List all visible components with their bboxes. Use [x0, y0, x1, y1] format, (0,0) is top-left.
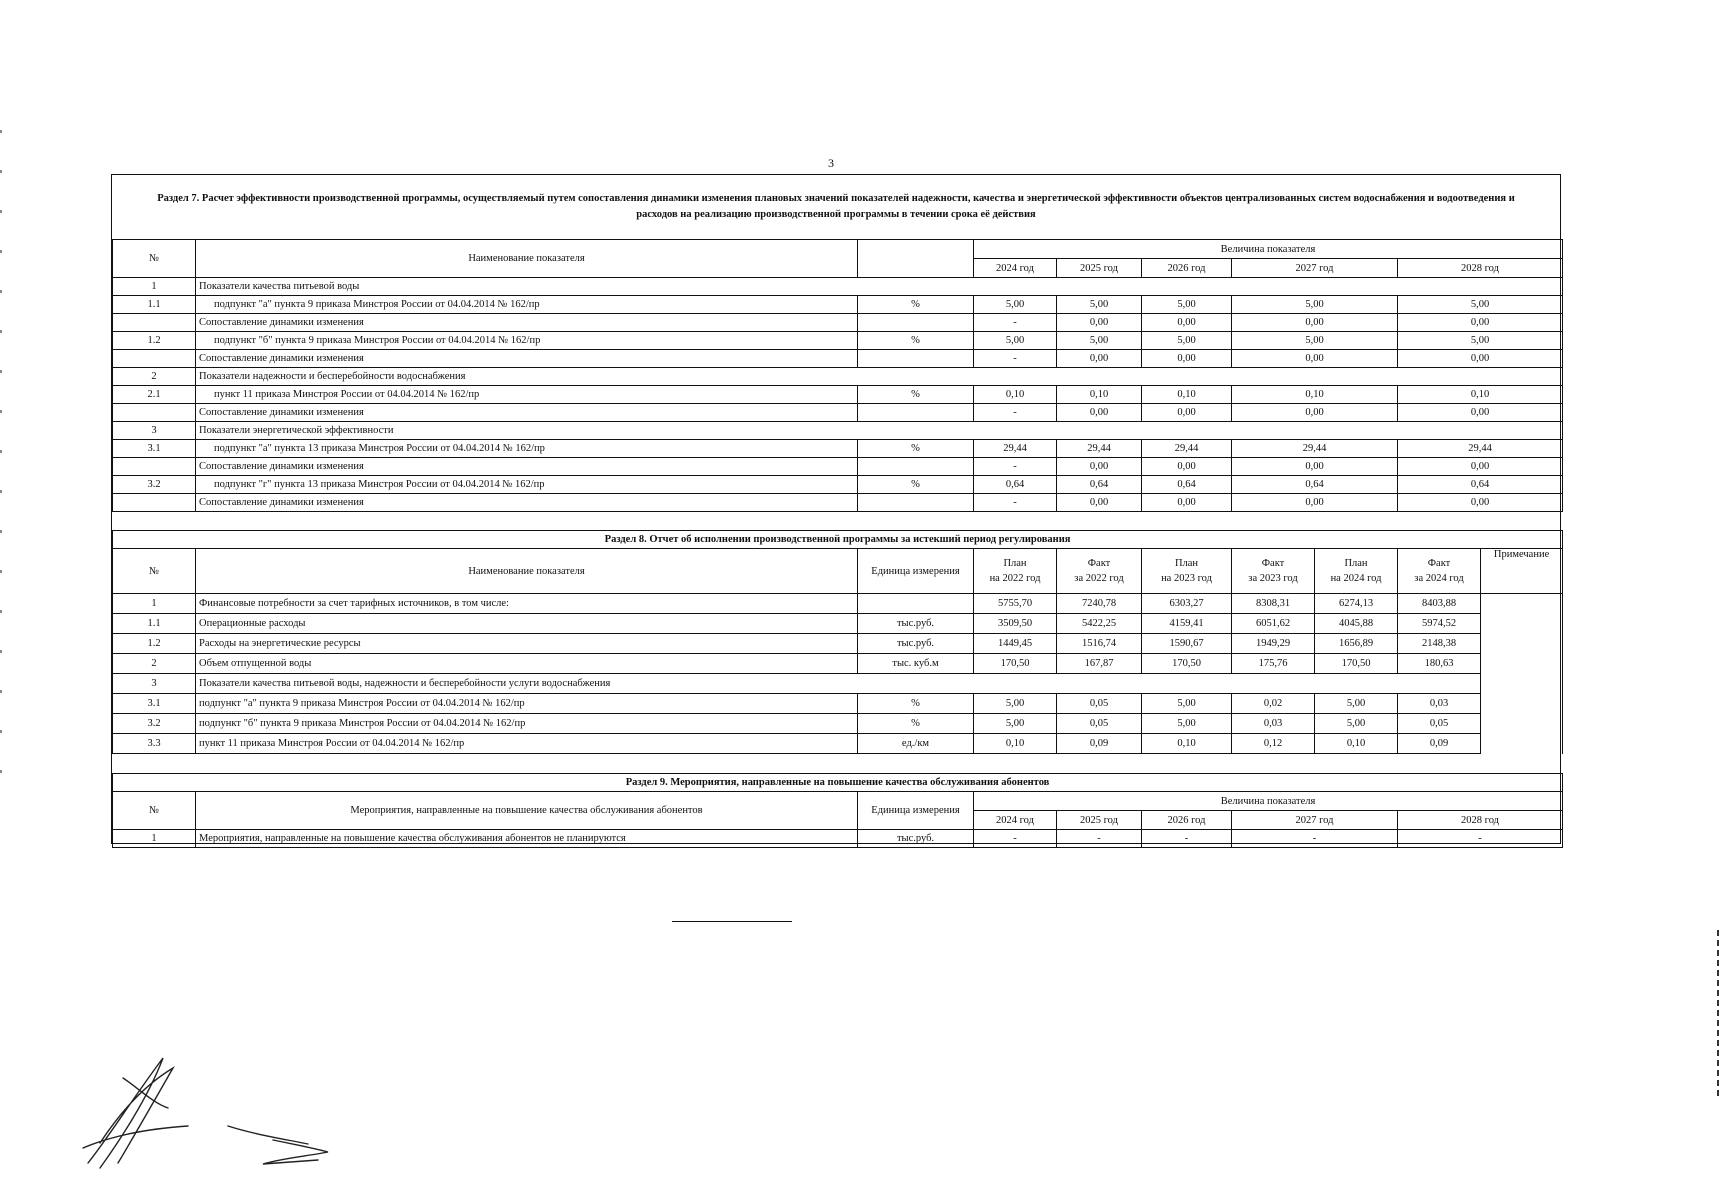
section9-table — [112, 773, 1563, 848]
s9-row — [113, 830, 1563, 848]
s8-row-no: 1.1 — [113, 614, 196, 634]
s8-row — [113, 694, 1563, 714]
s7-row — [113, 350, 1563, 368]
s8-row-value: 5422,25 — [1057, 614, 1142, 634]
s8-row-note — [1481, 674, 1563, 694]
s7-row-value: 0,10 — [1398, 386, 1563, 404]
s7-row-value: 5,00 — [1232, 296, 1398, 314]
closing-divider-line — [672, 921, 792, 922]
s7-row — [113, 404, 1563, 422]
s8-row-value: 2148,38 — [1398, 634, 1481, 654]
s8-row — [113, 674, 1563, 694]
s7-row-name: Сопоставление динамики изменения — [196, 350, 858, 368]
s7-row-no: 2 — [113, 368, 196, 386]
s8-col-unit: Единица измерения — [858, 549, 974, 594]
s8-row-no: 1.2 — [113, 634, 196, 654]
s7-row — [113, 296, 1563, 314]
s8-row-value: 5755,70 — [974, 594, 1057, 614]
s7-row-unit — [858, 350, 974, 368]
s7-row-no: 1 — [113, 278, 196, 296]
s9-col-name: Мероприятия, направленные на повышение качества обслуживания абонентов — [196, 792, 858, 830]
s7-row-no: 2.1 — [113, 386, 196, 404]
s7-col-unit — [858, 240, 974, 278]
s7-row-name: Показатели качества питьевой воды — [196, 278, 1563, 296]
s7-row-value: 5,00 — [1398, 332, 1563, 350]
s7-row-value: 29,44 — [1398, 440, 1563, 458]
s9-year: 2025 год — [1057, 811, 1142, 830]
s8-col-period: План на 2024 год — [1315, 549, 1398, 594]
s8-row — [113, 654, 1563, 674]
s8-row-unit: % — [858, 694, 974, 714]
s7-row-value: 0,00 — [1057, 404, 1142, 422]
s8-row-value: 6051,62 — [1232, 614, 1315, 634]
s7-row-value: 0,10 — [1142, 386, 1232, 404]
s7-row-value: 5,00 — [1398, 296, 1563, 314]
s7-row-name: подпункт "а" пункта 9 приказа Минстроя России от 04.04.2014 № 162/пр — [196, 296, 858, 314]
s9-row-value: - — [974, 830, 1057, 848]
s7-row-value: 0,00 — [1142, 314, 1232, 332]
s7-row — [113, 494, 1563, 512]
s8-row-unit: % — [858, 714, 974, 734]
s8-row-value: 170,50 — [974, 654, 1057, 674]
s9-col-value: Величина показателя — [974, 792, 1563, 811]
s7-row-name: Сопоставление динамики изменения — [196, 404, 858, 422]
s7-row-name: Сопоставление динамики изменения — [196, 314, 858, 332]
section9-title: Раздел 9. Мероприятия, направленные на повышение качества обслуживания абонентов — [113, 774, 1563, 792]
s8-row-value: 167,87 — [1057, 654, 1142, 674]
page-number: 3 — [828, 156, 834, 170]
s7-row-value: 0,00 — [1398, 494, 1563, 512]
s7-row-value: 0,00 — [1232, 350, 1398, 368]
s8-row-name: пункт 11 приказа Минстроя России от 04.04.2014 № 162/пр — [196, 734, 858, 754]
s9-row-value: - — [1398, 830, 1563, 848]
s8-row-unit: тыс.руб. — [858, 634, 974, 654]
s7-row-name: подпункт "а" пункта 13 приказа Минстроя России от 04.04.2014 № 162/пр — [196, 440, 858, 458]
s8-row-name: Расходы на энергетические ресурсы — [196, 634, 858, 654]
s8-row-value: 0,10 — [1142, 734, 1232, 754]
s8-row-value: 5,00 — [1142, 714, 1232, 734]
s8-row-value: 0,02 — [1232, 694, 1315, 714]
s7-row-unit — [858, 458, 974, 476]
s9-row-value: - — [1232, 830, 1398, 848]
s7-row-value: 0,00 — [1232, 404, 1398, 422]
s8-row-value: 5,00 — [1142, 694, 1232, 714]
s7-row-value: 5,00 — [1057, 296, 1142, 314]
s8-row-value: 180,63 — [1398, 654, 1481, 674]
s7-row-value: 0,00 — [1142, 494, 1232, 512]
s8-row-value: 1449,45 — [974, 634, 1057, 654]
s7-row-value: - — [974, 458, 1057, 476]
s8-row-no: 3.1 — [113, 694, 196, 714]
s8-col-note: Примечание — [1481, 549, 1563, 594]
s8-row-no: 1 — [113, 594, 196, 614]
s7-row — [113, 278, 1563, 296]
s7-row-value: 0,00 — [1057, 314, 1142, 332]
s8-row-value: 0,09 — [1057, 734, 1142, 754]
s7-row-value: 0,64 — [1142, 476, 1232, 494]
s7-row-value: 29,44 — [1057, 440, 1142, 458]
s7-row-value: 0,00 — [1398, 350, 1563, 368]
s8-row-no: 3 — [113, 674, 196, 694]
s7-row-value: 0,00 — [1057, 350, 1142, 368]
s7-row — [113, 386, 1563, 404]
handwritten-signature — [78, 1048, 338, 1178]
s7-row-name: пункт 11 приказа Минстроя России от 04.04.2014 № 162/пр — [196, 386, 858, 404]
s8-col-name: Наименование показателя — [196, 549, 858, 594]
s8-row-value: 0,05 — [1398, 714, 1481, 734]
s8-row-value: 5,00 — [1315, 714, 1398, 734]
s8-row-no: 3.3 — [113, 734, 196, 754]
s7-row-name: подпункт "б" пункта 9 приказа Минстроя России от 04.04.2014 № 162/пр — [196, 332, 858, 350]
s7-row — [113, 440, 1563, 458]
s7-row-value: 5,00 — [974, 332, 1057, 350]
s8-row-value: 0,05 — [1057, 694, 1142, 714]
s7-row-value: 0,64 — [1398, 476, 1563, 494]
s7-row-no — [113, 404, 196, 422]
s8-row-name: подпункт "б" пункта 9 приказа Минстроя России от 04.04.2014 № 162/пр — [196, 714, 858, 734]
s7-row — [113, 368, 1563, 386]
s8-col-period: Факт за 2024 год — [1398, 549, 1481, 594]
s8-row-no: 3.2 — [113, 714, 196, 734]
s7-row-value: 0,00 — [1142, 458, 1232, 476]
s8-row — [113, 614, 1563, 634]
s7-row — [113, 422, 1563, 440]
s8-row-value: 0,09 — [1398, 734, 1481, 754]
s8-row-note — [1481, 654, 1563, 674]
s7-row-unit: % — [858, 332, 974, 350]
s7-row-name: Сопоставление динамики изменения — [196, 458, 858, 476]
s8-row-value: 5,00 — [1315, 694, 1398, 714]
s7-col-name: Наименование показателя — [196, 240, 858, 278]
s7-row-value: 29,44 — [974, 440, 1057, 458]
s7-row-value: 0,00 — [1398, 458, 1563, 476]
s7-row-no: 3.2 — [113, 476, 196, 494]
s7-row-value: 0,00 — [1398, 314, 1563, 332]
s7-row-no: 1.1 — [113, 296, 196, 314]
s9-year: 2027 год — [1232, 811, 1398, 830]
s7-row-no — [113, 458, 196, 476]
section8-table — [112, 530, 1563, 754]
s8-row-value: 6303,27 — [1142, 594, 1232, 614]
s7-row-value: 0,00 — [1398, 404, 1563, 422]
s8-row-note — [1481, 594, 1563, 614]
s8-row-value: 170,50 — [1315, 654, 1398, 674]
s7-row-unit — [858, 314, 974, 332]
s7-row-value: 0,64 — [974, 476, 1057, 494]
s8-row-value: 0,10 — [974, 734, 1057, 754]
s7-row-value: - — [974, 494, 1057, 512]
s7-row-unit: % — [858, 296, 974, 314]
s9-row-value: - — [1142, 830, 1232, 848]
s7-row-value: 0,00 — [1232, 458, 1398, 476]
s8-row-value: 5,00 — [974, 694, 1057, 714]
s8-row-value: 0,03 — [1232, 714, 1315, 734]
s8-row-name: подпункт "а" пункта 9 приказа Минстроя России от 04.04.2014 № 162/пр — [196, 694, 858, 714]
s8-row-note — [1481, 694, 1563, 714]
s7-row-value: 5,00 — [974, 296, 1057, 314]
s7-col-value: Величина показателя — [974, 240, 1563, 259]
s8-col-no: № — [113, 549, 196, 594]
s8-row-value: 1516,74 — [1057, 634, 1142, 654]
s7-row — [113, 332, 1563, 350]
s7-row-no: 3 — [113, 422, 196, 440]
s7-year: 2026 год — [1142, 259, 1232, 278]
s8-row-value: 8403,88 — [1398, 594, 1481, 614]
s7-row-value: 0,00 — [1232, 494, 1398, 512]
s8-row-note — [1481, 634, 1563, 654]
s7-row — [113, 458, 1563, 476]
s9-year: 2028 год — [1398, 811, 1563, 830]
s8-row-value: 175,76 — [1232, 654, 1315, 674]
s7-row-value: 5,00 — [1232, 332, 1398, 350]
s7-year: 2025 год — [1057, 259, 1142, 278]
s9-row-value: - — [1057, 830, 1142, 848]
s7-row-no: 3.1 — [113, 440, 196, 458]
s7-row-value: 0,00 — [1057, 458, 1142, 476]
s7-row-value: 5,00 — [1057, 332, 1142, 350]
s8-row-value: 4045,88 — [1315, 614, 1398, 634]
s7-row-unit: % — [858, 440, 974, 458]
s7-row-value: 0,00 — [1232, 314, 1398, 332]
s7-row-value: - — [974, 404, 1057, 422]
s7-row-value: 0,00 — [1142, 404, 1232, 422]
s7-row-name: Показатели энергетической эффективности — [196, 422, 1563, 440]
s9-col-unit: Единица измерения — [858, 792, 974, 830]
s8-row-name: Объем отпущенной воды — [196, 654, 858, 674]
s8-row-note — [1481, 614, 1563, 634]
s7-row-unit — [858, 404, 974, 422]
s9-year: 2024 год — [974, 811, 1057, 830]
s7-row-value: 0,00 — [1057, 494, 1142, 512]
s8-row — [113, 734, 1563, 754]
s8-row-value: 3509,50 — [974, 614, 1057, 634]
s7-row-unit: % — [858, 386, 974, 404]
s8-row-value: 8308,31 — [1232, 594, 1315, 614]
s9-year: 2026 год — [1142, 811, 1232, 830]
s7-col-no: № — [113, 240, 196, 278]
s8-row-value: 1656,89 — [1315, 634, 1398, 654]
s7-row-value: - — [974, 314, 1057, 332]
s8-row-value: 0,03 — [1398, 694, 1481, 714]
s8-row-value: 1590,67 — [1142, 634, 1232, 654]
s8-row-value: 0,12 — [1232, 734, 1315, 754]
s7-row-unit — [858, 494, 974, 512]
s7-year: 2027 год — [1232, 259, 1398, 278]
s8-row-name: Показатели качества питьевой воды, надежности и бесперебойности услуги водоснабжения — [196, 674, 1481, 694]
s8-row-value: 170,50 — [1142, 654, 1232, 674]
s8-row-note — [1481, 714, 1563, 734]
s8-row — [113, 634, 1563, 654]
s7-row-no — [113, 494, 196, 512]
s8-row-value: 5,00 — [974, 714, 1057, 734]
s7-row-name: подпункт "г" пункта 13 приказа Минстроя России от 04.04.2014 № 162/пр — [196, 476, 858, 494]
s7-row-value: 0,10 — [1232, 386, 1398, 404]
s8-row — [113, 714, 1563, 734]
s7-year: 2028 год — [1398, 259, 1563, 278]
s7-row-value: 0,10 — [974, 386, 1057, 404]
s7-row-value: 0,10 — [1057, 386, 1142, 404]
s8-row-value: 0,10 — [1315, 734, 1398, 754]
s8-row-name: Операционные расходы — [196, 614, 858, 634]
section8-title: Раздел 8. Отчет об исполнении производственной программы за истекший период регулирования — [113, 531, 1563, 549]
s9-col-no: № — [113, 792, 196, 830]
s9-row-unit: тыс.руб. — [858, 830, 974, 848]
section7-title: Раздел 7. Расчет эффективности производственной программы, осуществляемый путем сопоставления динамики изменения плановых значений показателей надежности, качества и энергетической эффективности объектов централизованных систем водоснабжения и водоотведения и расходов на реализацию производственной программы в течении срока её действия — [157, 193, 1515, 220]
s9-row-no: 1 — [113, 830, 196, 848]
s7-row-value: 0,64 — [1232, 476, 1398, 494]
s8-col-period: Факт за 2022 год — [1057, 549, 1142, 594]
s7-row-value: 5,00 — [1142, 296, 1232, 314]
s8-row-value: 4159,41 — [1142, 614, 1232, 634]
s8-row-unit: ед./км — [858, 734, 974, 754]
s7-year: 2024 год — [974, 259, 1057, 278]
s7-row-value: - — [974, 350, 1057, 368]
section7-table — [112, 239, 1563, 512]
s7-row-value: 29,44 — [1142, 440, 1232, 458]
scan-edge-marks-left — [0, 130, 2, 780]
s8-col-period: План на 2023 год — [1142, 549, 1232, 594]
s8-row-value: 7240,78 — [1057, 594, 1142, 614]
s9-row-name: Мероприятия, направленные на повышение качества обслуживания абонентов не планируются — [196, 830, 858, 848]
s7-row-unit: % — [858, 476, 974, 494]
s7-row-no: 1.2 — [113, 332, 196, 350]
s8-row-unit: тыс.руб. — [858, 614, 974, 634]
s7-row-name: Сопоставление динамики изменения — [196, 494, 858, 512]
s7-row-value: 5,00 — [1142, 332, 1232, 350]
s8-row-value: 6274,13 — [1315, 594, 1398, 614]
s8-row-no: 2 — [113, 654, 196, 674]
s8-row-name: Финансовые потребности за счет тарифных источников, в том числе: — [196, 594, 858, 614]
s7-row-no — [113, 314, 196, 332]
s7-row-value: 0,00 — [1142, 350, 1232, 368]
document-frame — [111, 174, 1561, 844]
s8-col-period: Факт за 2023 год — [1232, 549, 1315, 594]
s8-row — [113, 594, 1563, 614]
s8-row-note — [1481, 734, 1563, 754]
s7-row-value: 0,64 — [1057, 476, 1142, 494]
s8-row-unit — [858, 594, 974, 614]
scan-edge-marks-right — [1717, 930, 1719, 1100]
s8-row-unit: тыс. куб.м — [858, 654, 974, 674]
s7-row-name: Показатели надежности и бесперебойности водоснабжения — [196, 368, 1563, 386]
s7-row — [113, 476, 1563, 494]
s8-row-value: 1949,29 — [1232, 634, 1315, 654]
s8-row-value: 0,05 — [1057, 714, 1142, 734]
s7-row-no — [113, 350, 196, 368]
s7-row — [113, 314, 1563, 332]
s8-col-period: План на 2022 год — [974, 549, 1057, 594]
s8-row-value: 5974,52 — [1398, 614, 1481, 634]
s7-row-value: 29,44 — [1232, 440, 1398, 458]
